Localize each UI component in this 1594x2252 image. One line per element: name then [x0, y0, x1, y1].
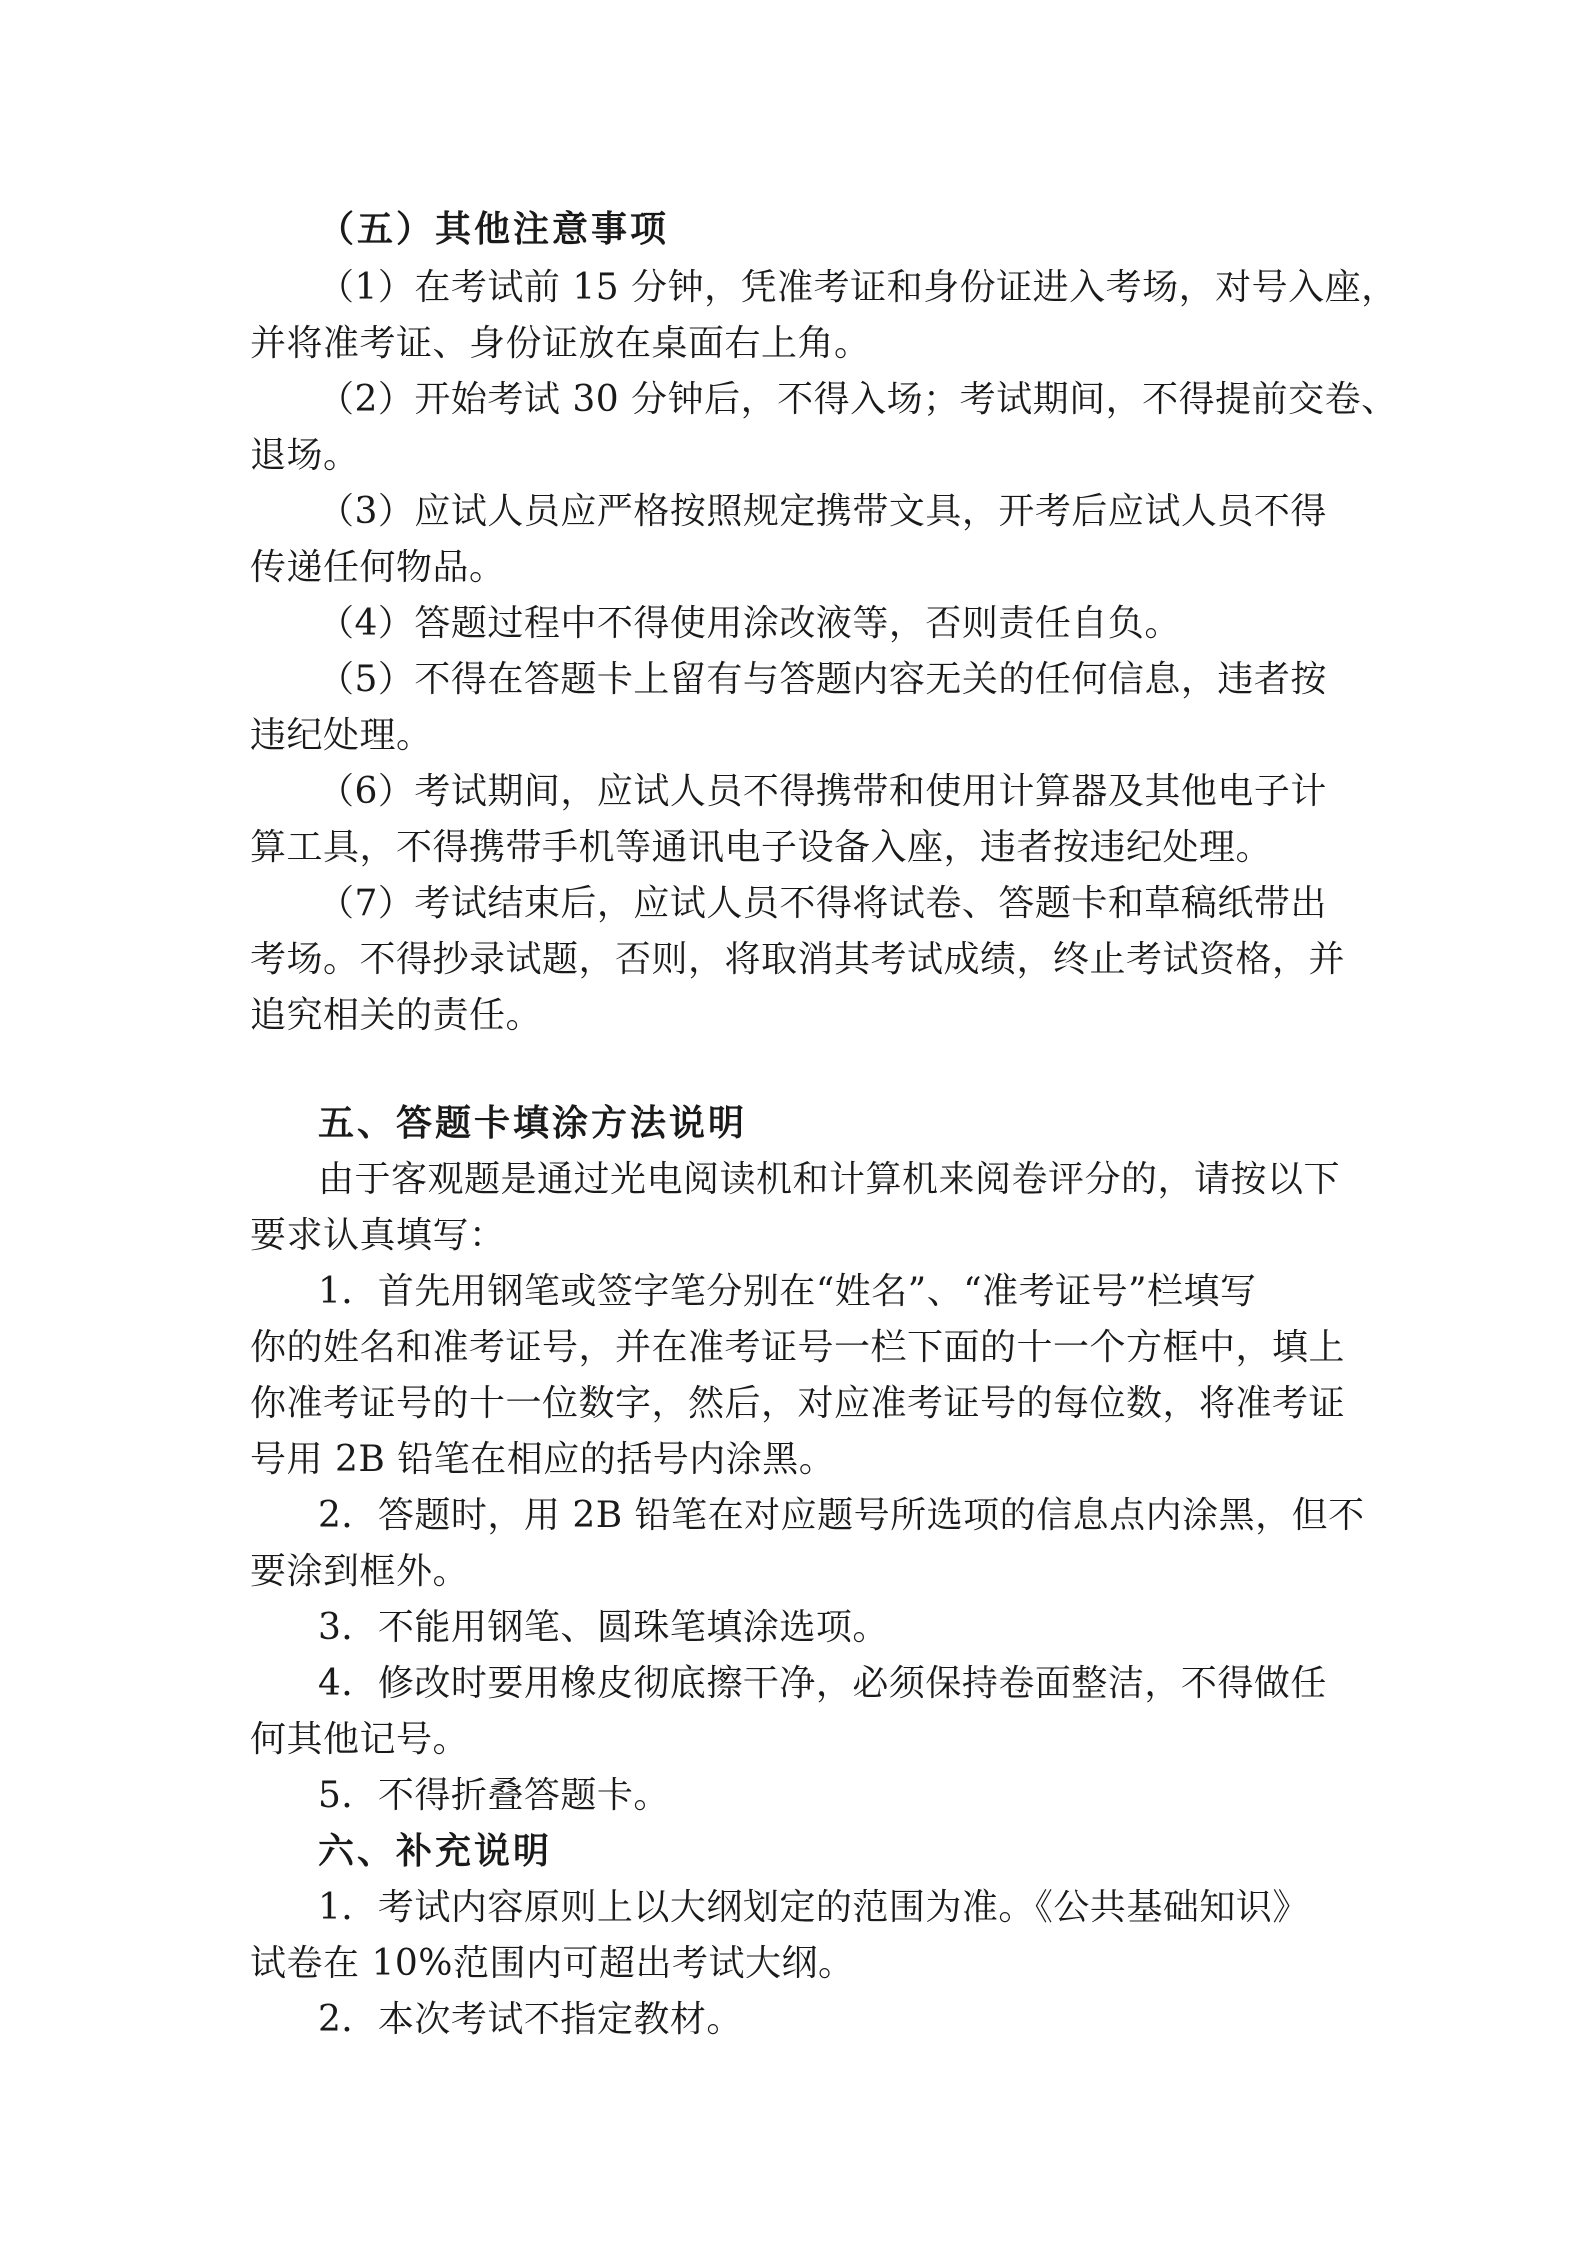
paragraph-line: 考场。不得抄录试题，否则，将取消其考试成绩，终止考试资格，并 — [250, 939, 1346, 980]
paragraph-line: 试卷在 10%范围内可超出考试大纲。 — [250, 1943, 855, 1984]
paragraph-line: 追究相关的责任。 — [250, 995, 543, 1036]
paragraph-line: （1）在考试前 15 分钟，凭准考证和身份证进入考场，对号入座， — [318, 267, 1398, 308]
paragraph-line: （5）不得在答题卡上留有与答题内容无关的任何信息，违者按 — [318, 659, 1327, 700]
paragraph-line: 你的姓名和准考证号，并在准考证号一栏下面的十一个方框中，填上 — [250, 1327, 1346, 1368]
paragraph-line: 并将准考证、身份证放在桌面右上角。 — [250, 323, 871, 364]
paragraph-line: 3．不能用钢笔、圆珠笔填涂选项。 — [318, 1607, 889, 1648]
paragraph-line: 何其他记号。 — [250, 1719, 470, 1760]
section-heading-answer-card: 五、答题卡填涂方法说明 — [318, 1103, 748, 1144]
paragraph-line: （4）答题过程中不得使用涂改液等，否则责任自负。 — [318, 603, 1181, 644]
paragraph-line: 由于客观题是通过光电阅读机和计算机来阅卷评分的，请按以下 — [318, 1159, 1341, 1200]
section-heading-other-notes: （五）其他注意事项 — [318, 209, 670, 250]
paragraph-line: 2．答题时，用 2B 铅笔在对应题号所选项的信息点内涂黑，但不 — [318, 1495, 1365, 1536]
paragraph-line: （6）考试期间，应试人员不得携带和使用计算器及其他电子计 — [318, 771, 1327, 812]
paragraph-line: （2）开始考试 30 分钟后，不得入场；考试期间，不得提前交卷、 — [318, 379, 1398, 420]
section-heading-supplement: 六、补充说明 — [318, 1831, 553, 1872]
paragraph-line: 要涂到框外。 — [250, 1551, 470, 1592]
paragraph-line: 4．修改时要用橡皮彻底擦干净，必须保持卷面整洁，不得做任 — [318, 1663, 1327, 1704]
paragraph-line: 违纪处理。 — [250, 715, 433, 756]
paragraph-line: 1．考试内容原则上以大纲划定的范围为准。《公共基础知识》 — [318, 1887, 1309, 1928]
paragraph-line: 退场。 — [250, 435, 360, 476]
paragraph-line: 号用 2B 铅笔在相应的括号内涂黑。 — [250, 1439, 836, 1480]
paragraph-line: 你准考证号的十一位数字，然后，对应准考证号的每位数，将准考证 — [250, 1383, 1346, 1424]
paragraph-line: 要求认真填写： — [250, 1215, 506, 1256]
paragraph-line: 5．不得折叠答题卡。 — [318, 1775, 670, 1816]
paragraph-line: 传递任何物品。 — [250, 547, 506, 588]
paragraph-line: （3）应试人员应严格按照规定携带文具，开考后应试人员不得 — [318, 491, 1327, 532]
paragraph-line: （7）考试结束后，应试人员不得将试卷、答题卡和草稿纸带出 — [318, 883, 1327, 924]
paragraph-line: 算工具，不得携带手机等通讯电子设备入座，违者按违纪处理。 — [250, 827, 1273, 868]
paragraph-line: 2．本次考试不指定教材。 — [318, 1999, 743, 2040]
paragraph-line: 1．首先用钢笔或签字笔分别在“姓名”、“准考证号”栏填写 — [318, 1271, 1257, 1312]
